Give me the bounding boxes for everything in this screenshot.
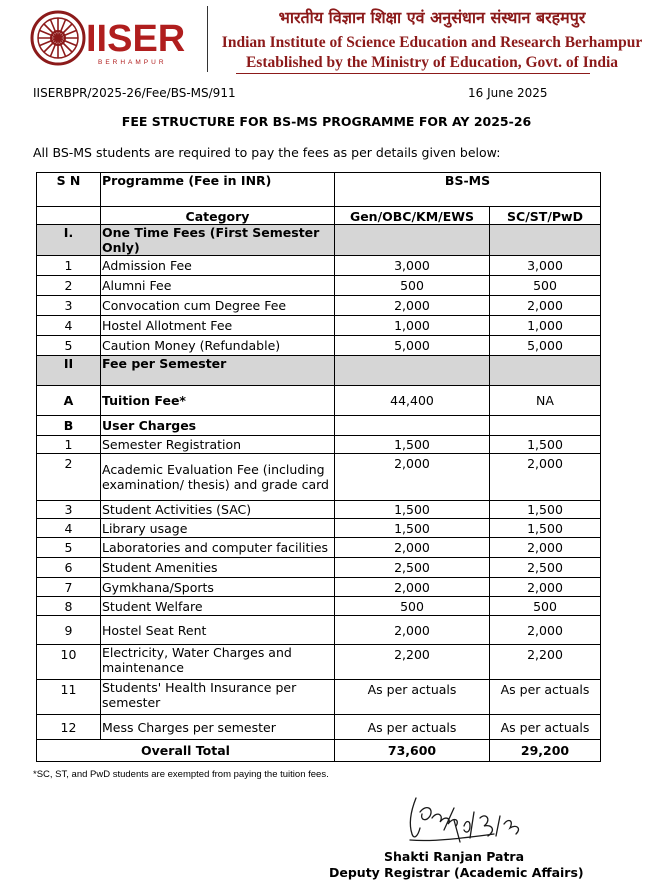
tuition-label: Tuition Fee* xyxy=(101,386,335,416)
fee-sn: 3 xyxy=(37,296,101,316)
fee-sc-amount: 2,000 xyxy=(490,616,601,645)
table-category-row xyxy=(37,207,601,225)
fee-sc-amount: 2,000 xyxy=(490,296,601,316)
document-date: 16 June 2025 xyxy=(468,86,548,100)
tuition-row xyxy=(37,386,601,416)
footnote: *SC, ST, and PwD students are exempted from paying the tuition fees. xyxy=(33,769,329,780)
fee-row xyxy=(37,454,601,501)
institute-name-hindi: भारतीय विज्ञान शिक्षा एवं अनुसंधान संस्थान बरहमपुर xyxy=(278,8,586,27)
fee-label: Students' Health Insurance per semester xyxy=(101,680,335,715)
fee-label: Caution Money (Refundable) xyxy=(101,336,335,356)
fee-gen-amount: As per actuals xyxy=(335,680,490,715)
fee-gen-amount: 500 xyxy=(335,276,490,296)
fee-gen-amount: 3,000 xyxy=(335,256,490,276)
total-gen: 73,600 xyxy=(335,740,490,762)
letterhead xyxy=(0,0,653,80)
fee-label: Gymkhana/Sports xyxy=(101,578,335,597)
fee-sn: 1 xyxy=(37,256,101,276)
fee-row xyxy=(37,276,601,296)
fee-row xyxy=(37,519,601,538)
fee-row xyxy=(37,538,601,558)
fee-label: Student Activities (SAC) xyxy=(101,501,335,519)
institute-name-english: Indian Institute of Science Education and Research Berhampur xyxy=(221,34,643,51)
fee-gen-amount: 1,500 xyxy=(335,501,490,519)
fee-row xyxy=(37,316,601,336)
fee-gen-amount: 2,000 xyxy=(335,578,490,597)
header-programme: Programme (Fee in INR) xyxy=(101,173,335,207)
fee-gen-amount: 2,200 xyxy=(335,645,490,680)
fee-structure-table xyxy=(36,172,601,762)
section-row-per-semester xyxy=(37,356,601,386)
fee-sn: 4 xyxy=(37,519,101,538)
fee-row xyxy=(37,336,601,356)
fee-sc-amount: As per actuals xyxy=(490,715,601,740)
logo-text: IISER xyxy=(86,18,186,60)
fee-label: Electricity, Water Charges and maintenance xyxy=(101,645,335,680)
fee-row xyxy=(37,578,601,597)
fee-sn: 12 xyxy=(37,715,101,740)
logo-subtext: BERHAMPUR xyxy=(98,59,167,66)
fee-sc-amount: 1,000 xyxy=(490,316,601,336)
tuition-sn: A xyxy=(37,386,101,416)
fee-label: Library usage xyxy=(101,519,335,538)
fee-label: Semester Registration xyxy=(101,436,335,454)
tuition-gen: 44,400 xyxy=(335,386,490,416)
fee-sc-amount: 1,500 xyxy=(490,501,601,519)
fee-sc-amount: 500 xyxy=(490,597,601,616)
fee-label: Academic Evaluation Fee (including examination/ thesis) and grade card xyxy=(101,454,335,501)
fee-sc-amount: 1,500 xyxy=(490,436,601,454)
fee-gen-amount: 2,000 xyxy=(335,296,490,316)
fee-label: Student Amenities xyxy=(101,558,335,578)
fee-row xyxy=(37,680,601,715)
header-gen: Gen/OBC/KM/EWS xyxy=(335,207,490,225)
letterhead-divider xyxy=(207,6,208,72)
fee-row xyxy=(37,501,601,519)
header-sc: SC/ST/PwD xyxy=(490,207,601,225)
fee-sc-amount: 2,000 xyxy=(490,454,601,501)
fee-sc-amount: 2,000 xyxy=(490,578,601,597)
fee-label: Convocation cum Degree Fee xyxy=(101,296,335,316)
table-header-row xyxy=(37,173,601,207)
fee-sn: 11 xyxy=(37,680,101,715)
fee-label: Student Welfare xyxy=(101,597,335,616)
fee-sc-amount: 1,500 xyxy=(490,519,601,538)
fee-sc-amount: 2,000 xyxy=(490,538,601,558)
fee-gen-amount: 2,000 xyxy=(335,454,490,501)
fee-gen-amount: 1,500 xyxy=(335,436,490,454)
reference-number: IISERBPR/2025-26/Fee/BS-MS/911 xyxy=(33,86,236,100)
fee-sn: 2 xyxy=(37,276,101,296)
fee-sn: 9 xyxy=(37,616,101,645)
fee-sn: 5 xyxy=(37,538,101,558)
header-category: Category xyxy=(101,207,335,225)
fee-row xyxy=(37,256,601,276)
fee-row xyxy=(37,296,601,316)
fee-sn: 10 xyxy=(37,645,101,680)
fee-sc-amount: 5,000 xyxy=(490,336,601,356)
signatory-designation: Deputy Registrar (Academic Affairs) xyxy=(329,865,584,880)
fee-gen-amount: As per actuals xyxy=(335,715,490,740)
tuition-sc: NA xyxy=(490,386,601,416)
fee-sn: 7 xyxy=(37,578,101,597)
intro-text: All BS-MS students are required to pay the fees as per details given below: xyxy=(33,145,501,160)
iiser-logo xyxy=(28,8,203,68)
fee-row xyxy=(37,645,601,680)
fee-gen-amount: 500 xyxy=(335,597,490,616)
section-sn: I. xyxy=(37,225,101,256)
fee-label: Hostel Seat Rent xyxy=(101,616,335,645)
fee-row xyxy=(37,715,601,740)
fee-sc-amount: 3,000 xyxy=(490,256,601,276)
fee-sn: 8 xyxy=(37,597,101,616)
document-title: FEE STRUCTURE FOR BS-MS PROGRAMME FOR AY 2025-26 xyxy=(121,114,532,129)
section-row-one-time xyxy=(37,225,601,256)
total-sc: 29,200 xyxy=(490,740,601,762)
section-row-user-charges xyxy=(37,416,601,436)
handwritten-signature xyxy=(404,790,534,850)
institute-established-line: Established by the Ministry of Education, Govt. of India xyxy=(245,54,619,71)
header-sn: S N xyxy=(37,173,101,207)
fee-gen-amount: 2,000 xyxy=(335,616,490,645)
section-label: One Time Fees (First Semester Only) xyxy=(101,225,335,256)
section-label: Fee per Semester xyxy=(101,356,335,386)
fee-sn: 3 xyxy=(37,501,101,519)
section-sn: II xyxy=(37,356,101,386)
overall-total-row xyxy=(37,740,601,762)
fee-sc-amount: As per actuals xyxy=(490,680,601,715)
fee-row xyxy=(37,616,601,645)
section-label: User Charges xyxy=(101,416,335,436)
fee-gen-amount: 2,000 xyxy=(335,538,490,558)
signatory-name: Shakti Ranjan Patra xyxy=(384,849,525,864)
section-sn: B xyxy=(37,416,101,436)
fee-sc-amount: 2,500 xyxy=(490,558,601,578)
fee-label: Hostel Allotment Fee xyxy=(101,316,335,336)
fee-row xyxy=(37,558,601,578)
fee-gen-amount: 1,500 xyxy=(335,519,490,538)
fee-sn: 4 xyxy=(37,316,101,336)
fee-gen-amount: 1,000 xyxy=(335,316,490,336)
total-label: Overall Total xyxy=(37,740,335,762)
letterhead-underline xyxy=(236,73,590,74)
fee-sc-amount: 2,200 xyxy=(490,645,601,680)
fee-row xyxy=(37,436,601,454)
fee-row xyxy=(37,597,601,616)
fee-sn: 1 xyxy=(37,436,101,454)
fee-label: Admission Fee xyxy=(101,256,335,276)
fee-label: Laboratories and computer facilities xyxy=(101,538,335,558)
fee-gen-amount: 2,500 xyxy=(335,558,490,578)
fee-sn: 2 xyxy=(37,454,101,501)
fee-sn: 5 xyxy=(37,336,101,356)
fee-label: Mess Charges per semester xyxy=(101,715,335,740)
fee-label: Alumni Fee xyxy=(101,276,335,296)
fee-sc-amount: 500 xyxy=(490,276,601,296)
fee-gen-amount: 5,000 xyxy=(335,336,490,356)
fee-sn: 6 xyxy=(37,558,101,578)
header-bsms: BS-MS xyxy=(335,173,601,207)
